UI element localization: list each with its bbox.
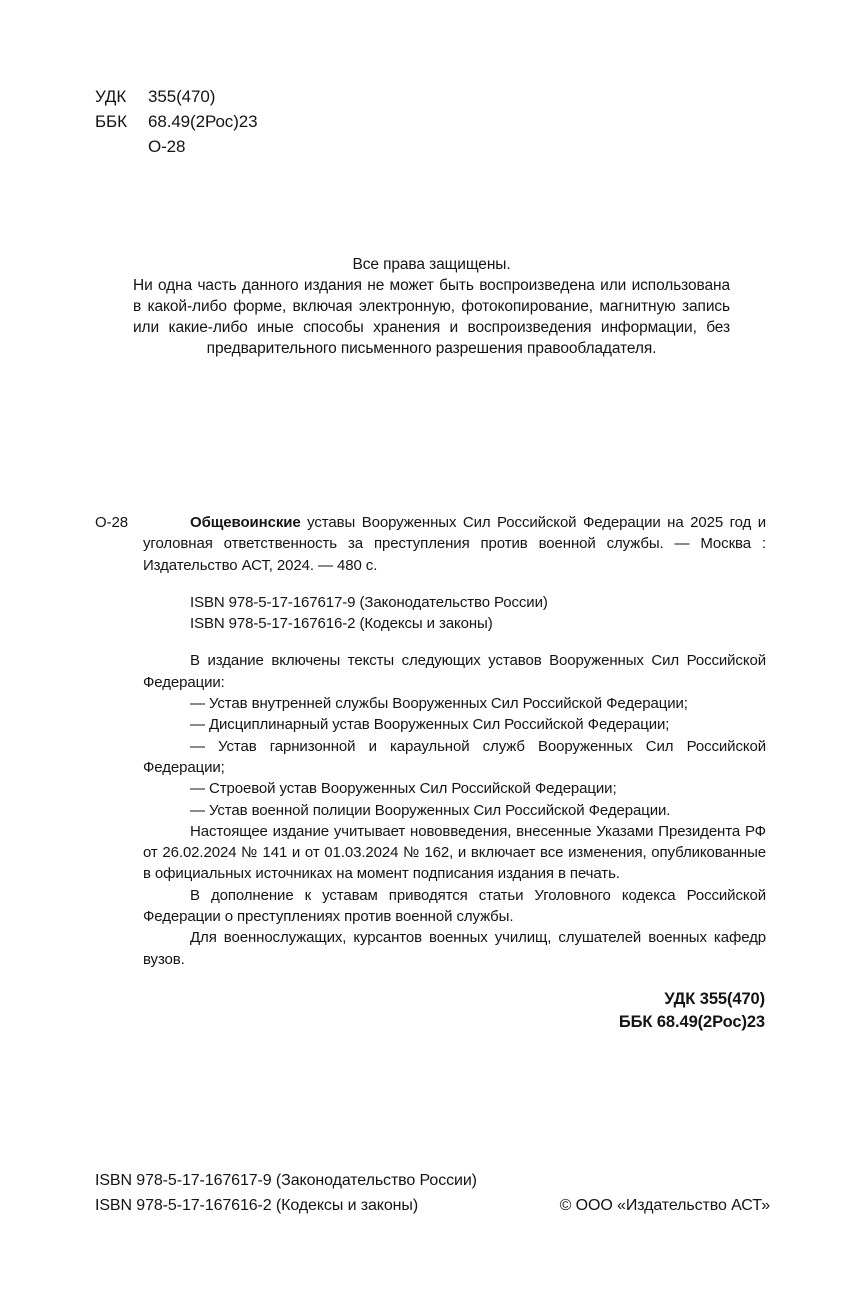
- bottom-isbn-1: ISBN 978-5-17-167617-9 (Законодательство России): [95, 1172, 477, 1189]
- ustav-list-item: — Устав гарнизонной и караульной служб Вооруженных Сил Российской Федерации;: [143, 737, 766, 776]
- bbk-value: 68.49(2Рос)23: [148, 112, 258, 131]
- udk-label: УДК: [95, 87, 127, 106]
- annotation-paragraph: В издание включены тексты следующих уставов Вооруженных Сил Российской Федерации:: [143, 652, 766, 691]
- annotation-paragraph: Настоящее издание учитывает нововведения, внесенные Указами Президента РФ от 26.02.2024 № 141 и от 01.03.2024 № 162, и включает все изменения, опубликованные в официальных источниках на момент подписания издания в печать.: [143, 822, 766, 883]
- bbk-code-row: [95, 109, 257, 134]
- ustav-list-item: — Строевой устав Вооруженных Сил Российской Федерации;: [190, 780, 617, 798]
- bbk-label: ББК: [95, 112, 127, 131]
- annotation-paragraph: В дополнение к уставам приводятся статьи Уголовного кодекса Российской Федерации о преступлениях против военной службы.: [143, 886, 766, 926]
- annotation-paragraphs: [143, 650, 766, 969]
- bbk-footer: ББК 68.49(2Рос)23: [618, 1013, 765, 1031]
- udk-code-row: [95, 84, 257, 109]
- bibliographic-annotation: [95, 512, 766, 970]
- copyright-notice-title: Все права защищены.: [352, 256, 511, 273]
- ustav-list-item: — Устав военной полиции Вооруженных Сил Российской Федерации.: [190, 801, 671, 819]
- classification-codes: [95, 84, 257, 159]
- udk-footer: УДК 355(470): [664, 990, 765, 1008]
- bottom-isbn-2: ISBN 978-5-17-167616-2 (Кодексы и законы): [95, 1197, 419, 1214]
- isbn-block: [143, 592, 766, 635]
- isbn-line-1: ISBN 978-5-17-167617-9 (Законодательство России): [190, 593, 548, 611]
- author-sign-row: [95, 134, 257, 159]
- annotation-paragraph: Для военнослужащих, курсантов военных училищ, слушателей военных кафедр вузов.: [143, 929, 766, 968]
- publisher-copyright: © ООО «Издательство АСТ»: [559, 1197, 770, 1214]
- ustav-list-item: — Дисциплинарный устав Вооруженных Сил Российской Федерации;: [190, 716, 670, 734]
- bottom-imprint: [95, 1168, 770, 1218]
- udk-value: 355(470): [148, 87, 216, 106]
- ustav-list-item: — Устав внутренней службы Вооруженных Сил Российской Федерации;: [190, 695, 688, 713]
- classification-codes-footer: [619, 988, 765, 1034]
- copyright-notice: [133, 254, 730, 359]
- book-title-rest: уставы Вооруженных Сил Российской Федерации на 2025 год и уголовная ответственность за преступления против военной службы. — Москва : Издательство АСТ, 2024. — 480 с.: [143, 514, 766, 574]
- isbn-line-2: ISBN 978-5-17-167616-2 (Кодексы и законы): [190, 615, 493, 633]
- book-title-bold: Общевоинские: [190, 514, 301, 531]
- bibliographic-entry: [95, 512, 766, 576]
- author-sign: О-28: [148, 137, 186, 156]
- author-sign-hanging: О-28: [95, 514, 128, 531]
- copyright-notice-body: Ни одна часть данного издания не может быть воспроизведена или использована в какой-либо форме, включая электронную, фотокопирование, магнитную запись или какие-либо иные способы хранения и воспроизведения информации, без предварительного письменного разрешения правообладателя.: [133, 277, 730, 357]
